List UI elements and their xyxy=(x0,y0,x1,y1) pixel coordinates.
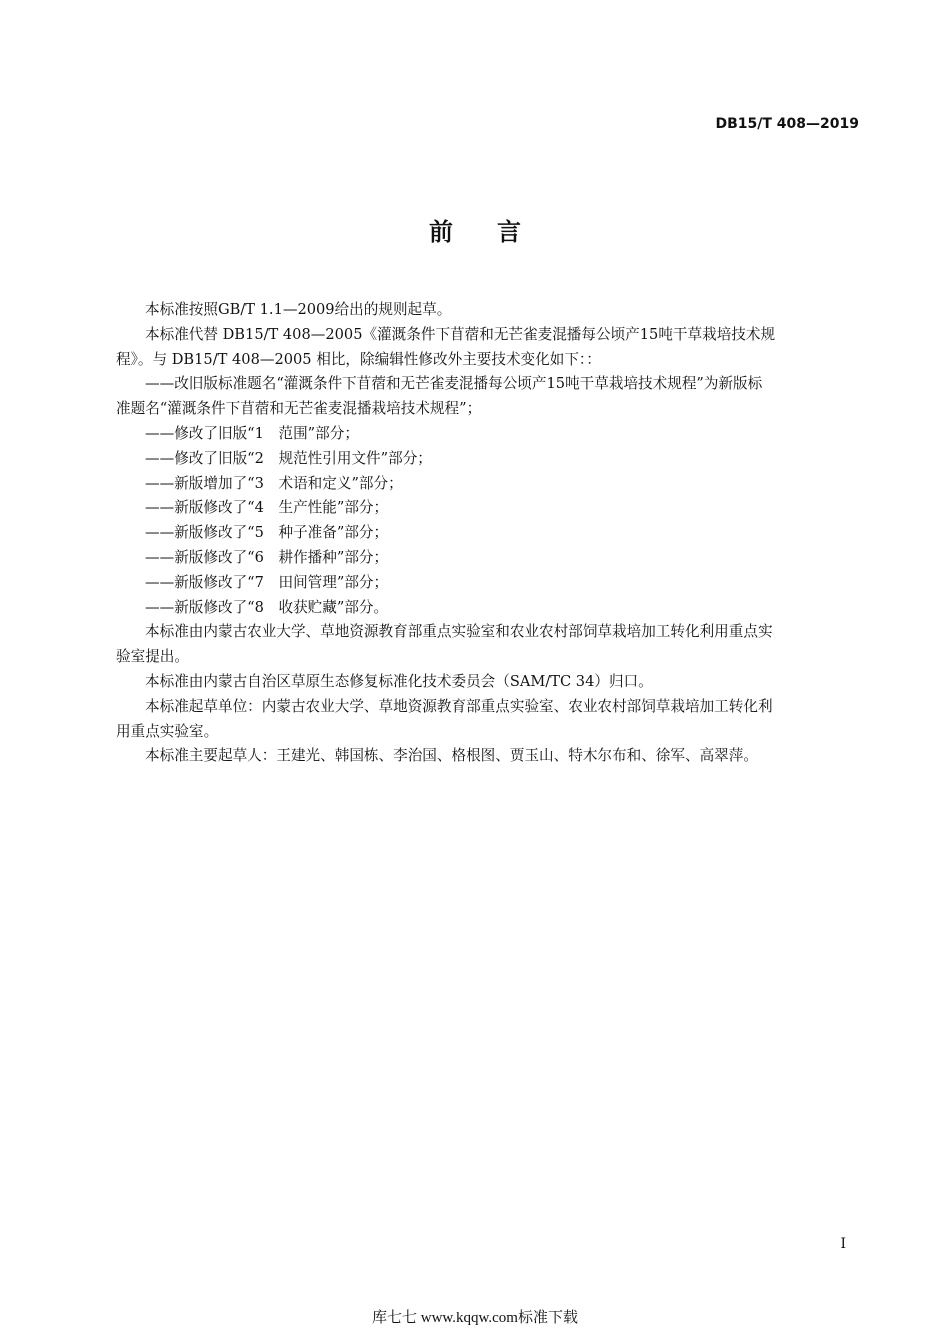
text-line: ——修改了旧版“2 规范性引用文件”部分； xyxy=(145,449,432,467)
text-line: 本标准起草单位：内蒙古农业大学、草地资源教育部重点实验室、农业农村部饲草栽培加工转化利 xyxy=(145,697,773,715)
footer-watermark: 库七七 www.kqqw.com标准下载 xyxy=(372,1310,578,1326)
text-line: ——新版修改了“4 生产性能”部分； xyxy=(145,499,389,517)
text-line: 本标准由内蒙古农业大学、草地资源教育部重点实验室和农业农村部饲草栽培加工转化利用重点实 xyxy=(145,623,773,641)
text-line: 本标准代替 DB15/T 408—2005《灌溉条件下苜蓿和无芒雀麦混播每公顷产15吨干草栽培技术规 xyxy=(145,325,776,343)
page-title: 前言 xyxy=(429,218,565,246)
text-line: ——新版修改了“7 田间管理”部分； xyxy=(145,573,389,591)
text-line: 准题名“灌溉条件下苜蓿和无芒雀麦混播栽培技术规程”； xyxy=(116,400,482,418)
text-line: 本标准由内蒙古自治区草原生态修复标准化技术委员会（SAM/TC 34）归口。 xyxy=(145,672,653,690)
text-line: ——新版修改了“6 耕作播种”部分； xyxy=(145,548,389,566)
text-line: 用重点实验室。 xyxy=(116,722,219,740)
text-line: 本标准按照GB/T 1.1—2009给出的规则起草。 xyxy=(145,301,452,318)
text-line: ——修改了旧版“1 范围”部分； xyxy=(145,424,359,442)
standard-code: DB15/T 408—2019 xyxy=(715,116,859,132)
text-line: ——新版增加了“3 术语和定义”部分； xyxy=(145,474,403,492)
text-line: 验室提出。 xyxy=(116,648,189,666)
text-line: ——新版修改了“5 种子准备”部分； xyxy=(145,524,389,542)
text-line: ——新版修改了“8 收获贮藏”部分。 xyxy=(145,598,389,616)
text-line: ——改旧版标准题名“灌溉条件下苜蓿和无芒雀麦混播每公顷产15吨干草栽培技术规程”为新版标 xyxy=(145,375,763,393)
document-body xyxy=(116,298,862,769)
text-line: 程》。与 DB15/T 408—2005 相比，除编辑性修改外主要技术变化如下：： xyxy=(116,350,601,368)
page-number: I xyxy=(840,1236,846,1252)
text-line: 本标准主要起草人：王建光、韩国栋、李治国、格根图、贾玉山、特木尔布和、徐军、高翠萍。 xyxy=(145,747,758,765)
